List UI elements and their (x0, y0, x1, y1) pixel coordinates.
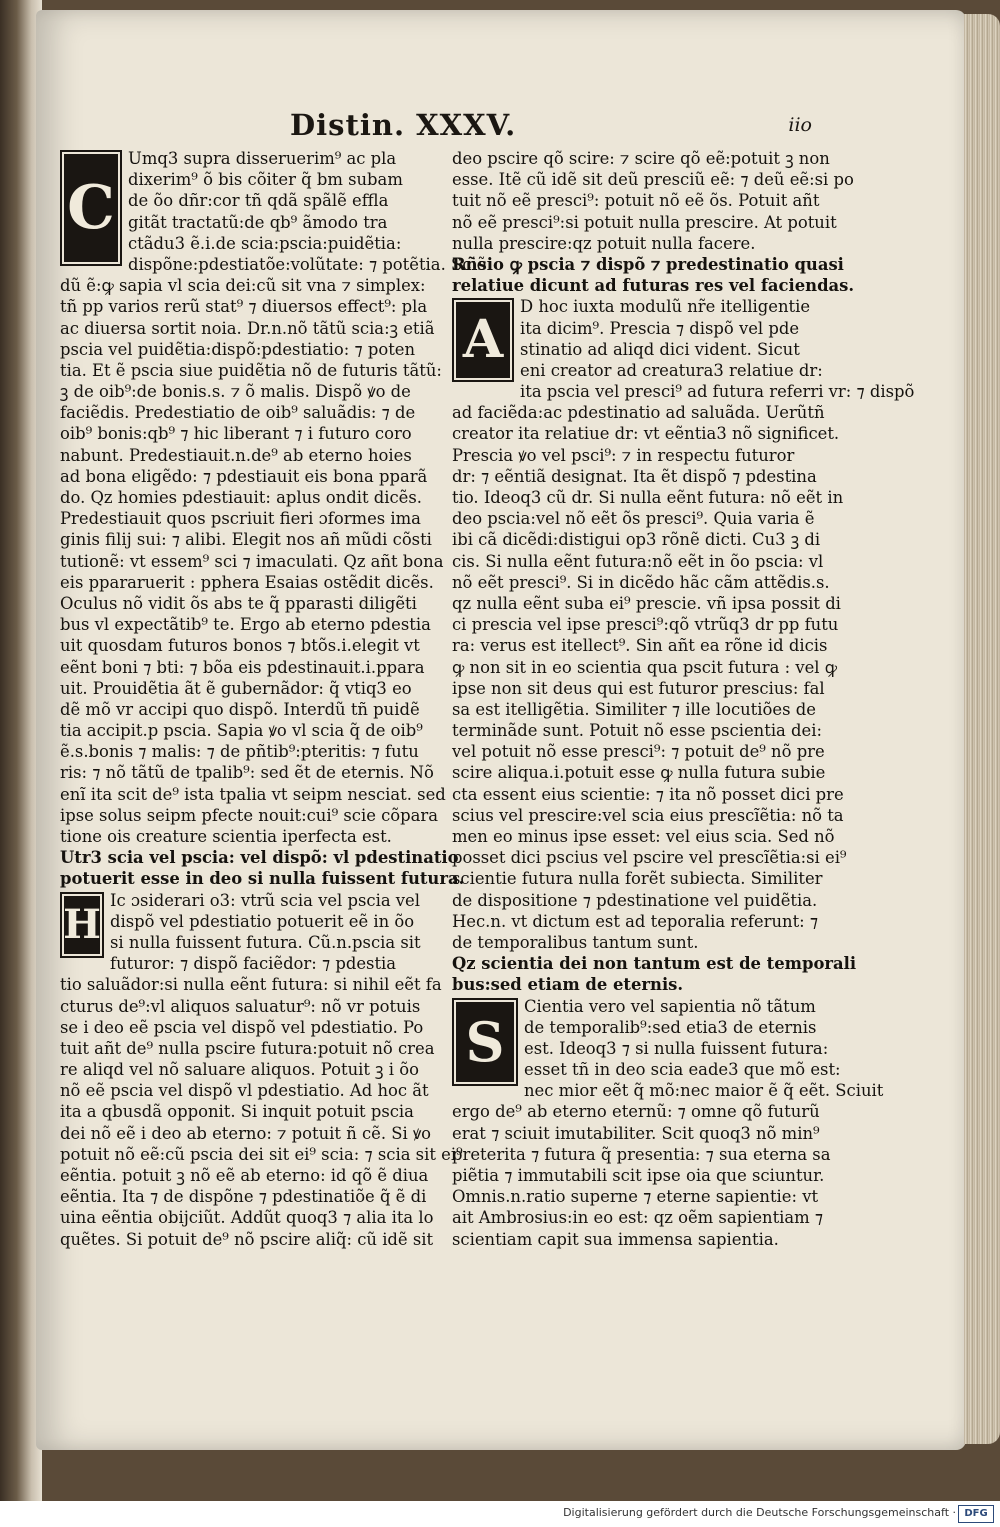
text-line: dixerim⁹ õ bis cõiter q̃ bm subam (128, 170, 403, 190)
text-line: bus vl expectãtib⁹ te. Ergo ab eterno pdestia (60, 615, 431, 635)
text-line: ꝫ de oib⁹:de bonis.s. ⁊ õ malis. Dispõ ꝟo de (60, 382, 411, 402)
text-line: dispõne:pdestiatõe:volũtate: ⁊ potẽtia. Sciẽ (128, 254, 487, 274)
decorated-initial-h: H (60, 892, 104, 958)
text-line: deo pscire qõ scire: ⁊ scire qõ eẽ:potuit ꝫ non (452, 149, 830, 168)
text-line: ita dicim⁹. Prescia ⁊ dispõ vel pde (520, 318, 800, 338)
text-line: potuit nõ eẽ:cũ pscia dei sit ei⁹ scia: ⁊ scia sit ei⁹ (60, 1144, 463, 1164)
text-line: scientiam capit sua immensa sapientia. (452, 1229, 779, 1249)
text-line: ꝙ non sit in eo scientia qua pscit futura : vel ꝙ (452, 657, 838, 677)
text-line: ergo de⁹ ab eterno eternũ: ⁊ omne qõ futurũ (452, 1102, 820, 1122)
decorated-initial-a: A (452, 298, 514, 382)
text-line: nõ eẽ presci⁹:si potuit nulla prescire. At potuit (452, 212, 837, 232)
text-line: ci prescia vel ipse presci⁹:qõ vtrũq3 dr pp futu (452, 615, 839, 635)
text-line: cis. Si nulla eẽnt futura:nõ eẽt in õo pscia: vl (452, 551, 824, 571)
text-line: Cientia vero vel sapientia nõ tãtum (524, 996, 816, 1016)
text-line: ctãdu3 ẽ.i.de scia:pscia:puidẽtia: (128, 233, 402, 253)
text-line: gitãt tractatũ:de qb⁹ ãmodo tra (128, 212, 388, 232)
text-line: ra: verus est itellect⁹. Sin añt ea rõne id dicis (452, 636, 828, 656)
text-line: tuit nõ eẽ presci⁹: potuit nõ eẽ õs. Potuit añt (452, 191, 820, 211)
text-line: Omnis.n.ratio superne ⁊ eterne sapientie: vt (452, 1187, 819, 1207)
rubric-3 (452, 953, 857, 995)
paragraph-2 (60, 890, 463, 1250)
text-line: deo pscia:vel nõ eẽt õs presci⁹. Quia varia ẽ (452, 509, 815, 529)
text-line: tio. Ideoq3 cũ dr. Si nulla eẽnt futura: nõ eẽt in (452, 488, 844, 507)
text-line: nõ eẽ pscia vel dispõ vl pdestiatio. Ad hoc ãt (60, 1081, 429, 1101)
text-line: nec mior eẽt q̃ mõ:nec maior ẽ q̃ eẽt. Sciuit (524, 1081, 884, 1101)
text-line: re aliqd vel nõ saluare aliquos. Potuit ꝫ i õo (60, 1060, 419, 1080)
text-line: sa est itelligẽtia. Similiter ⁊ ille locutiões de (452, 699, 816, 719)
text-line: dei nõ eẽ i deo ab eterno: ⁊ potuit ñ cẽ. Si ꝟo (60, 1123, 432, 1143)
text-line: uina eẽntia obijciũt. Addũt quoq3 ⁊ alia ita lo (60, 1208, 434, 1228)
text-line: ita pscia vel presci⁹ ad futura referri vr: ⁊ dispõ (520, 382, 915, 402)
text-line: Utr3 scia vel pscia: vel dispõ: vl pdestinatio (60, 848, 459, 868)
text-line: dispõ vel pdestiatio potuerit eẽ in õo (110, 911, 415, 931)
paragraph-3 (452, 296, 915, 953)
text-line: eẽntia. potuit ꝫ nõ eẽ ab eterno: id qõ ẽ diua (60, 1166, 429, 1185)
text-line: nulla prescire:qz potuit nulla facere. (452, 233, 756, 253)
folio-number: iio (788, 114, 812, 136)
text-line: dũ ẽ:ꝙ sapia vl scia dei:cũ sit vna ⁊ simplex: (60, 276, 426, 296)
text-line: ad faciẽda:ac pdestinatio ad saluãda. Uerũtñ (452, 403, 825, 423)
text-line: dr: ⁊ eẽntiã designat. Ita ẽt dispõ ⁊ pdestina (452, 466, 817, 486)
digitization-footer (0, 1501, 1000, 1527)
text-line: Ic ɔsiderari o3: vtrũ scia vel pscia vel (110, 890, 420, 910)
text-line: pscia vel puidẽtia:dispõ:pdestiatio: ⁊ poten (60, 339, 416, 359)
text-line: tñ pp varios rerũ stat⁹ ⁊ diuersos effect⁹: pla (60, 297, 428, 317)
text-line: tia. Et ẽ pscia siue puidẽtia nõ de futuris tãtũ: (60, 360, 442, 380)
text-line: de õo dñr:cor tñ qdã spãlẽ effla (128, 191, 389, 211)
text-line: Predestiauit quos pscriuit fieri ɔformes ima (60, 509, 421, 529)
paragraph-0 (452, 148, 854, 254)
text-line: eẽnt boni ⁊ bti: ⁊ bõa eis pdestinauit.i.ppara (60, 657, 425, 677)
text-line: nõ eẽt presci⁹. Si in dicẽdo hãc cãm attẽdis.s. (452, 572, 830, 592)
text-line: ad bona eligẽdo: ⁊ pdestiauit eis bona pparã (60, 466, 428, 486)
text-line: scientie futura nulla forẽt subiecta. Similiter (452, 869, 823, 889)
text-line: eis ppararuerit : pphera Esaias ostẽdit dicẽs. (60, 572, 434, 592)
rubric-2 (452, 254, 855, 296)
dfg-logo: DFG (958, 1505, 994, 1523)
text-line: scire aliqua.i.potuit esse ꝙ nulla futura subie (452, 763, 826, 783)
decorated-initial-s: S (452, 998, 518, 1086)
text-line: eẽntia. Ita ⁊ de dispõne ⁊ pdestinatiõe q̃ ẽ di (60, 1187, 427, 1207)
text-line: tia accipit.p pscia. Sapia ꝟo vl scia q̃ de oib⁹ (60, 721, 423, 741)
text-line: scius vel prescire:vel scia eius prescĩẽtia: nõ ta (452, 805, 844, 825)
text-line: Prescia ꝟo vel psci⁹: ⁊ in respectu futuror (452, 445, 795, 465)
text-line: faciẽdis. Predestiatio de oib⁹ saluãdis: ⁊ de (60, 403, 416, 423)
text-line: oib⁹ bonis:qb⁹ ⁊ hic liberant ⁊ i futuro coro (60, 424, 412, 444)
text-line: uit. Prouidẽtia ãt ẽ gubernãdor: q̃ vtiq3 eo (60, 678, 412, 698)
decorated-initial-c: C (60, 150, 122, 266)
text-line: esse. Itẽ cũ idẽ sit deũ presciũ eẽ: ⁊ deũ eẽ:si po (452, 170, 854, 190)
text-line: de temporalib⁹:sed etia3 de eternis (524, 1017, 817, 1037)
text-line: Umq3 supra disseruerim⁹ ac pla (128, 149, 397, 168)
text-line: erat ⁊ sciuit imutabiliter. Scit quoq3 nõ min⁹ (452, 1123, 820, 1143)
text-line: de temporalibus tantum sunt. (452, 932, 699, 952)
text-line: creator ita relatiue dr: vt eẽntia3 nõ significet. (452, 424, 840, 444)
text-line: men eo minus ipse esset: vel eius scia. Sed nõ (452, 827, 835, 846)
text-line: potuerit esse in deo si nulla fuissent futura. (60, 869, 465, 889)
text-line: ipse non sit deus qui est futuror prescius: fal (452, 678, 825, 698)
text-line: quẽtes. Si potuit de⁹ nõ pscire aliq̃: cũ idẽ sit (60, 1229, 434, 1249)
text-line: qz nulla eẽnt suba ei⁹ prescie. vñ ipsa possit di (452, 593, 841, 613)
text-line: uit quosdam futuros bonos ⁊ btõs.i.elegit vt (60, 636, 420, 656)
running-title: Distin. XXXV. (290, 108, 517, 142)
page-edges (964, 14, 1000, 1444)
text-line: ita a qbusdã opponit. Si inquit potuit pscia (60, 1102, 414, 1122)
text-line: Oculus nõ vidit õs abs te q̃ pparasti diligẽti (60, 593, 417, 613)
text-line: ibi cã dicẽdi:distigui op3 rõnẽ dicti. Cu3 ꝫ di (452, 530, 821, 550)
text-line: ipse solus seipm pfecte nouit:cui⁹ scie cõpara (60, 805, 439, 825)
text-line: Hec.n. vt dictum est ad teporalia referunt: ⁊ (452, 911, 819, 931)
text-line: esset tñ in deo scia eade3 que mõ est: (524, 1060, 841, 1080)
text-line: cturus de⁹:vl aliquos saluatur⁹: nõ vr potuis (60, 996, 421, 1016)
text-line: tutionẽ: vt essem⁹ sci ⁊ imaculati. Qz añt bona (60, 551, 444, 571)
text-line: dẽ mõ vr accipi quo dispõ. Interdũ tñ puidẽ (60, 699, 420, 719)
text-line: futuror: ⁊ dispõ faciẽdor: ⁊ pdestia (110, 954, 397, 974)
text-line: eni creator ad creatura3 relatiue dr: (520, 360, 823, 380)
page-header (290, 108, 812, 152)
text-line: est. Ideoq3 ⁊ si nulla fuissent futura: (524, 1038, 829, 1058)
text-line: cta essent eius scientie: ⁊ ita nõ posset dici pre (452, 784, 844, 804)
text-line: de dispositione ⁊ pdestinatione vel puidẽtia. (452, 890, 818, 910)
text-line: D hoc iuxta modulũ nr̃e itelligentie (520, 297, 811, 317)
right-column (452, 148, 915, 1250)
text-line: do. Qz homies pdestiauit: aplus ondit dicẽs. (60, 488, 422, 507)
text-line: se i deo eẽ pscia vel dispõ vel pdestiatio. Po (60, 1017, 424, 1037)
text-line: preterita ⁊ futura q̃ presentia: ⁊ sua eterna sa (452, 1144, 831, 1164)
text-line: stinatio ad aliqd dici vident. Sicut (520, 339, 800, 359)
text-line: ait Ambrosius:in eo est: qz oẽm sapientiam ⁊ (452, 1208, 824, 1228)
text-line: nabunt. Predestiauit.n.de⁹ ab eterno hoies (60, 445, 412, 465)
text-line: ac diuersa sortit noia. Dr.n.nõ tãtũ scia:ꝫ etiã (60, 318, 435, 338)
text-line: tio saluãdor:si nulla eẽnt futura: si nihil eẽt fa (60, 975, 442, 995)
text-line: ginis filij sui: ⁊ alibi. Elegit nos añ mũdi cõsti (60, 530, 432, 550)
text-line: enĩ ita scit de⁹ ista tpalia vt seipm nesciat. sed (60, 784, 446, 804)
text-line: vel potuit nõ esse presci⁹: ⁊ potuit de⁹ nõ pre (452, 742, 825, 762)
text-line: posset dici pscius vel pscire vel prescĩẽtia:si ei⁹ (452, 848, 847, 868)
text-line: Qz scientia dei non tantum est de temporali (452, 954, 857, 974)
funding-credit: Digitalisierung gefördert durch die Deutsche Forschungsgemeinschaft · (563, 1506, 956, 1519)
text-line: terminãde sunt. Potuit nõ esse pscientia dei: (452, 721, 822, 741)
text-line: ẽ.s.bonis ⁊ malis: ⁊ de pñtib⁹:pteritis: ⁊ futu (60, 742, 419, 762)
text-line: bus:sed etiam de eternis. (452, 975, 684, 995)
text-line: si nulla fuissent futura. Cũ.n.pscia sit (110, 932, 421, 952)
text-line: tuit añt de⁹ nulla pscire futura:potuit nõ crea (60, 1038, 435, 1058)
left-column (60, 148, 487, 1250)
text-line: relatiue dicunt ad futuras res vel faciendas. (452, 276, 855, 296)
text-line: tione ois creature scientia iperfecta est. (60, 827, 392, 846)
rubric-1 (60, 847, 465, 889)
text-line: Rñsio ꝙ pscia ⁊ dispõ ⁊ predestinatio quasi (452, 254, 844, 274)
text-line: piẽtia ⁊ immutabili scit ipse oia que sciuntur. (452, 1166, 825, 1185)
text-line: ris: ⁊ nõ tãtũ de tpalib⁹: sed ẽt de eternis. Nõ (60, 763, 434, 783)
